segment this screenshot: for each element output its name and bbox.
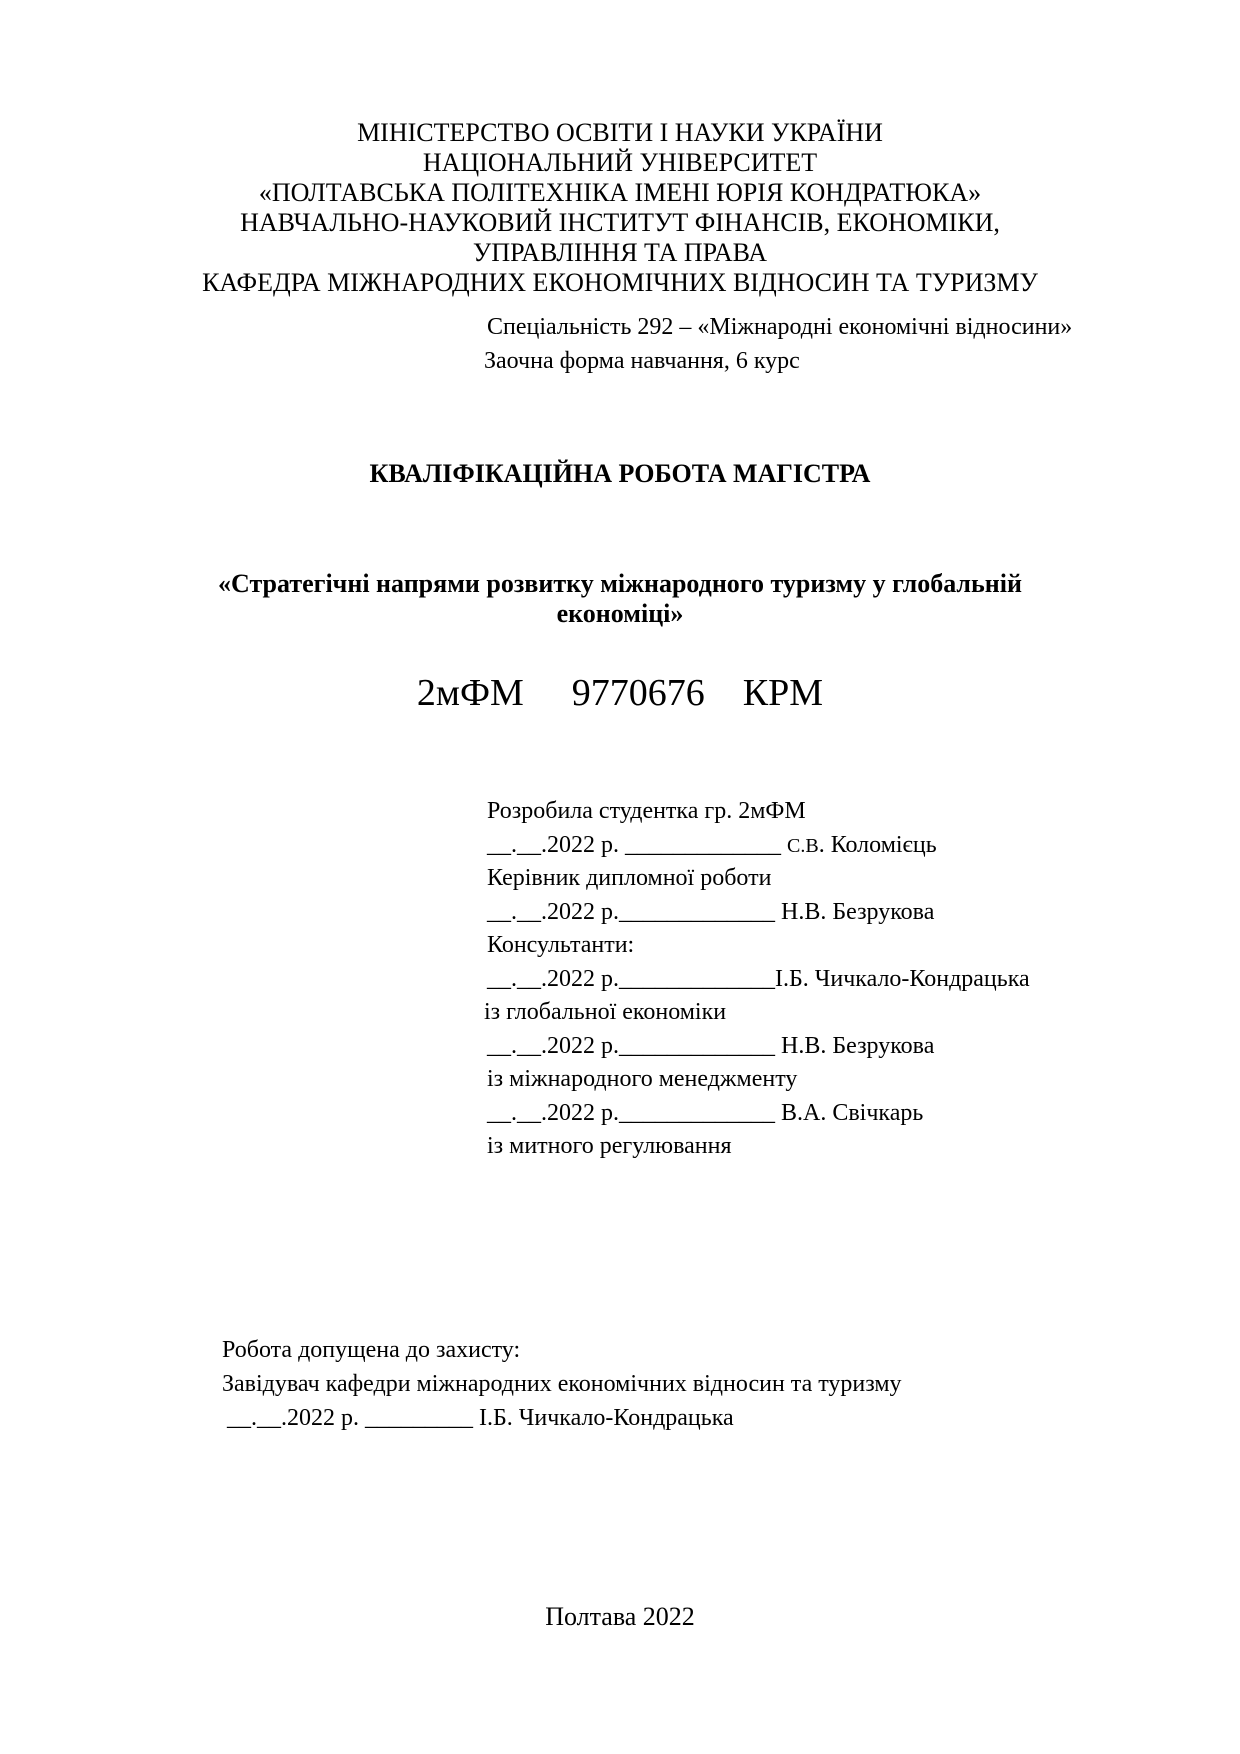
consultant3-signature-blank: _____________ (619, 1099, 781, 1126)
supervisor-signature-blank: _____________ (619, 898, 781, 925)
thesis-topic-line1: «Стратегічні напрями розвитку міжнародного туризму у глобальній (218, 569, 1022, 598)
supervisor-label: Керівник дипломної роботи (487, 865, 772, 891)
consultant2-subject: із міжнародного менеджменту (487, 1066, 798, 1092)
supervisor-signature-row (487, 896, 1030, 930)
head-name: І.Б. Чичкало-Кондрацька (479, 1405, 734, 1431)
student-label: Розробила студентка гр. 2мФМ (487, 798, 806, 824)
student-date: __.__.2022 р. (487, 831, 619, 858)
consultant1-signature-blank: _____________ (619, 965, 775, 992)
supervisor-date: __.__.2022 р. (487, 898, 619, 925)
student-initials: С.В (787, 834, 819, 857)
consultants-label: Консультанти: (487, 932, 635, 958)
institution-header (0, 118, 1240, 298)
consultant1-signature-row (487, 963, 1030, 997)
consultant1-subject: із глобальної економіки (484, 999, 727, 1025)
thesis-topic (0, 569, 1240, 629)
consultant3-name: В.А. Свічкарь (781, 1099, 924, 1126)
thesis-topic-line2: економіці» (556, 599, 684, 628)
code-suffix: КРМ (742, 672, 824, 714)
consultant2-signature-row (487, 1030, 1030, 1064)
consultant1-name: І.Б. Чичкало-Кондрацька (775, 965, 1030, 992)
city-year: Полтава 2022 (545, 1602, 695, 1631)
work-type-title: КВАЛІФІКАЦІЙНА РОБОТА МАГІСТРА (369, 459, 871, 488)
consultant3-signature-row (487, 1097, 1030, 1131)
university-name-line2: «ПОЛТАВСЬКА ПОЛІТЕХНІКА ІМЕНІ ЮРІЯ КОНДРАТЮКА» (258, 178, 982, 207)
code-group: 2мФМ (416, 672, 524, 714)
student-signature-row (487, 829, 1030, 863)
department-name: КАФЕДРА МІЖНАРОДНИХ ЕКОНОМІЧНИХ ВІДНОСИН ТА ТУРИЗМУ (202, 268, 1038, 297)
document-code (0, 671, 1240, 715)
approval-block (222, 1333, 902, 1435)
specialty-line: Спеціальність 292 – «Міжнародні економічні відносини» (487, 314, 1073, 340)
institute-name-line1: НАВЧАЛЬНО-НАУКОВИЙ ІНСТИТУТ ФІНАНСІВ, ЕКОНОМІКИ, (240, 208, 1000, 237)
head-signature-row (227, 1401, 902, 1435)
admitted-to-defense: Робота допущена до захисту: (222, 1337, 521, 1363)
head-date: __.__.2022 р. (227, 1405, 359, 1431)
consultant3-date: __.__.2022 р. (487, 1099, 619, 1126)
university-name-line1: НАЦІОНАЛЬНИЙ УНІВЕРСИТЕТ (422, 148, 818, 177)
student-signature-blank: _____________ (619, 831, 787, 858)
head-of-department-title: Завідувач кафедри міжнародних економічних відносин та туризму (222, 1371, 902, 1397)
consultant1-date: __.__.2022 р. (487, 965, 619, 992)
consultant2-signature-blank: _____________ (619, 1032, 781, 1059)
specialty-block (484, 310, 1073, 378)
ministry-name: МІНІСТЕРСТВО ОСВІТИ І НАУКИ УКРАЇНИ (357, 118, 883, 147)
consultant2-date: __.__.2022 р. (487, 1032, 619, 1059)
consultant2-name: Н.В. Безрукова (781, 1032, 935, 1059)
study-form-line: Заочна форма навчання, 6 курс (484, 348, 800, 374)
student-surname: . Коломієць (818, 831, 937, 858)
code-number: 9770676 (571, 672, 705, 714)
authors-block (484, 795, 1030, 1164)
supervisor-name: Н.В. Безрукова (781, 898, 935, 925)
head-signature-blank: _________ (359, 1405, 479, 1431)
institute-name-line2: УПРАВЛІННЯ ТА ПРАВА (472, 238, 768, 267)
consultant3-subject: із митного регулювання (487, 1133, 732, 1159)
